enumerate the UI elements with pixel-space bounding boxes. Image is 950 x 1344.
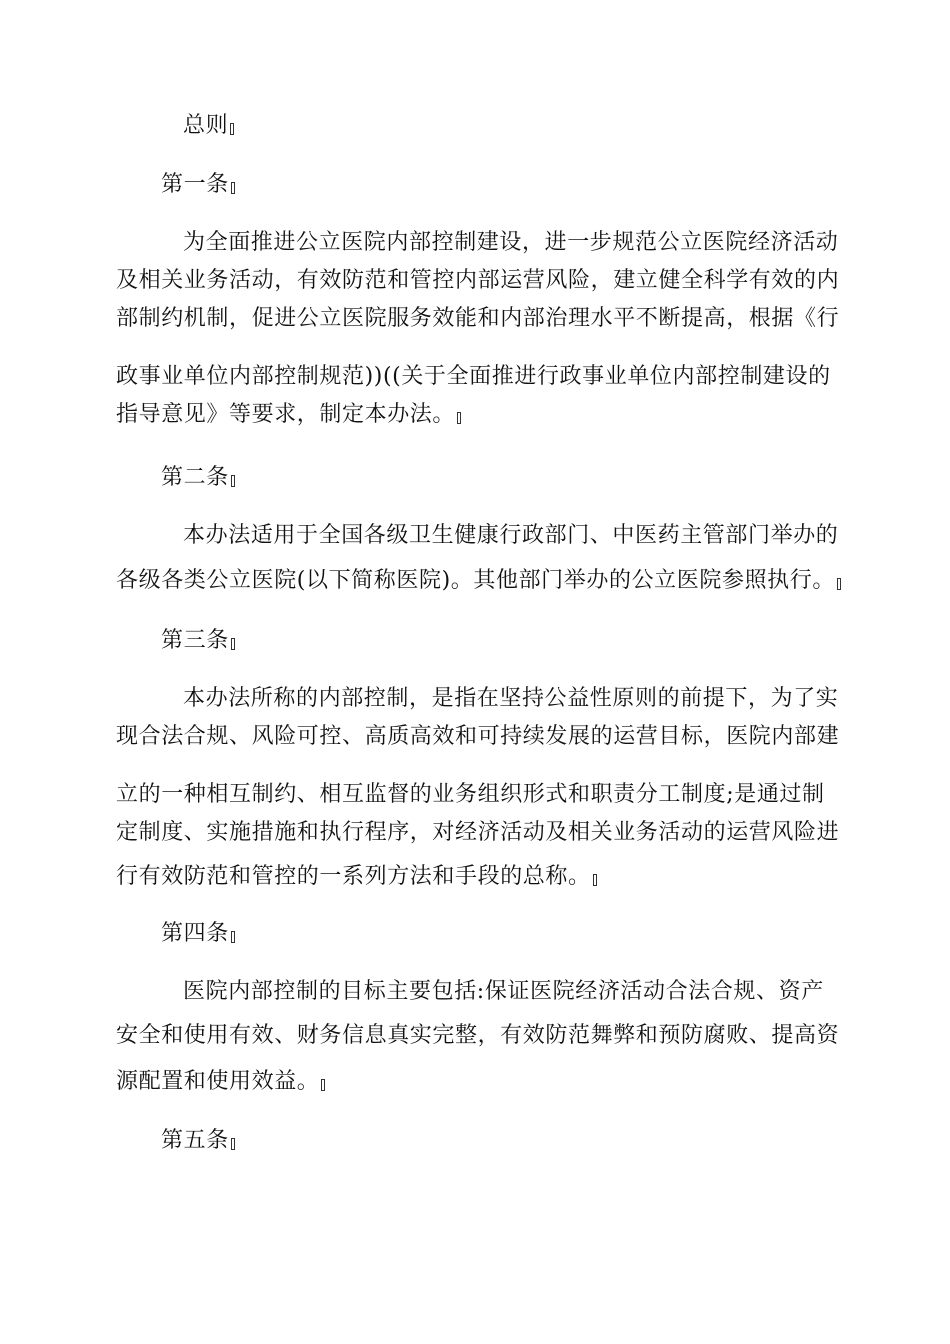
paragraph-mark-icon xyxy=(457,412,461,424)
article-5-heading: 第五条 xyxy=(161,1126,235,1156)
paragraph-mark-icon xyxy=(231,182,235,194)
paragraph-mark-icon xyxy=(231,638,235,650)
general-heading: 总则 xyxy=(183,111,234,141)
article-2-line-2: 各级各类公立医院(以下简称医院)。其他部门举办的公立医院参照执行。 xyxy=(116,566,841,596)
article-1-line-4: 政事业单位内部控制规范))((关于全面推进行政事业单位内部控制建设的 xyxy=(116,364,831,389)
article-3-line-2: 现合法合规、风险可控、高质高效和可持续发展的运营目标，医院内部建 xyxy=(116,724,840,749)
paragraph-mark-icon xyxy=(321,1079,325,1091)
paragraph-mark-icon xyxy=(837,578,841,590)
article-3-line-4: 定制度、实施措施和执行程序，对经济活动及相关业务活动的运营风险进 xyxy=(116,820,840,845)
paragraph-mark-icon xyxy=(230,123,234,135)
paragraph-mark-icon xyxy=(231,1138,235,1150)
article-4-heading: 第四条 xyxy=(161,919,235,949)
article-2-heading: 第二条 xyxy=(161,463,235,493)
article-4-line-1: 医院内部控制的目标主要包括:保证医院经济活动合法合规、资产 xyxy=(183,979,824,1004)
article-4-line-2: 安全和使用有效、财务信息真实完整，有效防范舞弊和预防腐败、提高资 xyxy=(116,1023,840,1048)
article-4-line-3: 源配置和使用效益。 xyxy=(116,1067,325,1097)
article-3-line-3: 立的一种相互制约、相互监督的业务组织形式和职责分工制度;是通过制 xyxy=(116,782,825,807)
article-3-line-5: 行有效防范和管控的一系列方法和手段的总称。 xyxy=(116,862,597,892)
paragraph-mark-icon xyxy=(231,475,235,487)
article-1-line-2: 及相关业务活动，有效防范和管控内部运营风险，建立健全科学有效的内 xyxy=(116,268,840,293)
article-1-line-1: 为全面推进公立医院内部控制建设，进一步规范公立医院经济活动 xyxy=(183,230,839,255)
article-1-line-3: 部制约机制，促进公立医院服务效能和内部治理水平不断提高，根据《行 xyxy=(116,306,840,331)
article-3-heading: 第三条 xyxy=(161,626,235,656)
article-1-heading: 第一条 xyxy=(161,170,235,200)
article-3-line-1: 本办法所称的内部控制，是指在坚持公益性原则的前提下，为了实 xyxy=(183,686,839,711)
article-2-line-1: 本办法适用于全国各级卫生健康行政部门、中医药主管部门举办的 xyxy=(183,523,839,548)
article-1-line-5: 指导意见》等要求，制定本办法。 xyxy=(116,400,461,430)
paragraph-mark-icon xyxy=(231,931,235,943)
paragraph-mark-icon xyxy=(593,874,597,886)
